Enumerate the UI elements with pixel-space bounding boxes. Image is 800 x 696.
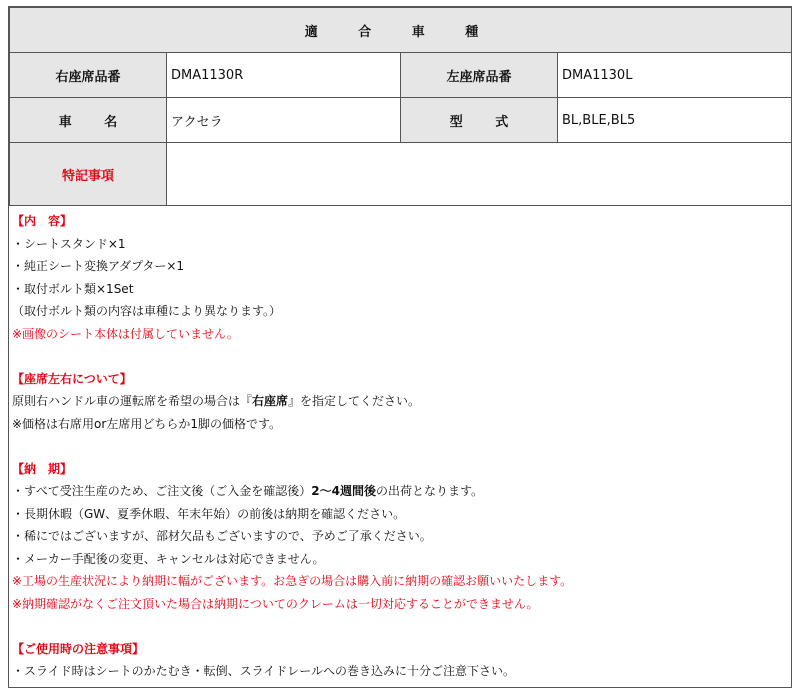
seat-side-heading: 【座席左右について】: [12, 371, 132, 386]
spacer: [12, 345, 791, 368]
right-seat-value: DMA1130R: [167, 53, 401, 98]
model-label-text: 型 式: [449, 114, 509, 130]
seat-side-prefix: 原則右ハンドル車の運転席を希望の場合は『: [12, 394, 253, 408]
table-title: 適 合 車 種: [10, 8, 792, 53]
left-seat-label: 左座席品番: [401, 53, 558, 98]
description: [9, 206, 791, 683]
right-seat-label: 右座席品番: [10, 53, 167, 98]
delivery-suffix: の出荷となります。: [376, 484, 484, 498]
model-value: BL,BLE,BL5: [558, 98, 792, 143]
contents-heading: 【内 容】: [12, 214, 73, 228]
spacer: [12, 435, 791, 458]
car-name-value: アクセラ: [167, 98, 401, 143]
list-item: ・長期休暇（GW、夏季休暇、年末年始）の前後は納期を確認ください。: [12, 506, 406, 521]
spacer: [12, 615, 791, 638]
car-name-label-text: 車 名: [58, 114, 118, 130]
list-item: （取付ボルト類の内容は車種により異なります。）: [12, 304, 282, 318]
list-item: ・取付ボルト類×1Set: [12, 281, 134, 296]
delivery-warning: ※工場の生産状況により納期に幅がございます。お急ぎの場合は購入前に納期の確認お願いいたします。: [12, 574, 573, 588]
delivery-heading: 【納 期】: [12, 461, 73, 476]
car-name-label: [10, 98, 167, 143]
model-label: [401, 98, 558, 143]
list-item: ・稀にではございますが、部材欠品もございますので、予めご了承ください。: [12, 529, 432, 543]
notes-label: 特記事項: [10, 143, 167, 206]
delivery-bold: 2～4週間後: [311, 484, 376, 498]
seat-side-bold: 右座席: [252, 394, 289, 408]
list-item: ・シートスタンド×1: [12, 236, 126, 251]
list-item: ・スライド時はシートのかたむき・転倒、スライドレールへの巻き込みに十分ご注意下さい。: [12, 664, 516, 678]
list-item: ・純正シート変換アダプター×1: [12, 259, 185, 273]
seat-side-price-note: ※価格は右席用or左席用どちらか1脚の価格です。: [12, 416, 282, 431]
spec-table: [9, 7, 792, 206]
list-item: ・メーカー手配後の変更、キャンセルは対応できません。: [12, 551, 325, 566]
delivery-line: [12, 480, 791, 503]
caution-heading: 【ご使用時の注意事項】: [12, 641, 145, 656]
spec-sheet: [8, 6, 792, 688]
seat-side-line: [12, 390, 791, 413]
left-seat-value: DMA1130L: [558, 53, 792, 98]
seat-side-suffix: 』を指定してください。: [288, 394, 421, 408]
notes-value: [167, 143, 792, 206]
contents-warning: ※画像のシート本体は付属していません。: [12, 326, 239, 341]
delivery-warning: ※納期確認がなくご注文頂いた場合は納期についてのクレームは一切対応することができません。: [12, 596, 539, 611]
delivery-prefix: ・すべて受注生産のため、ご注文後（ご入金を確認後）: [12, 484, 312, 498]
